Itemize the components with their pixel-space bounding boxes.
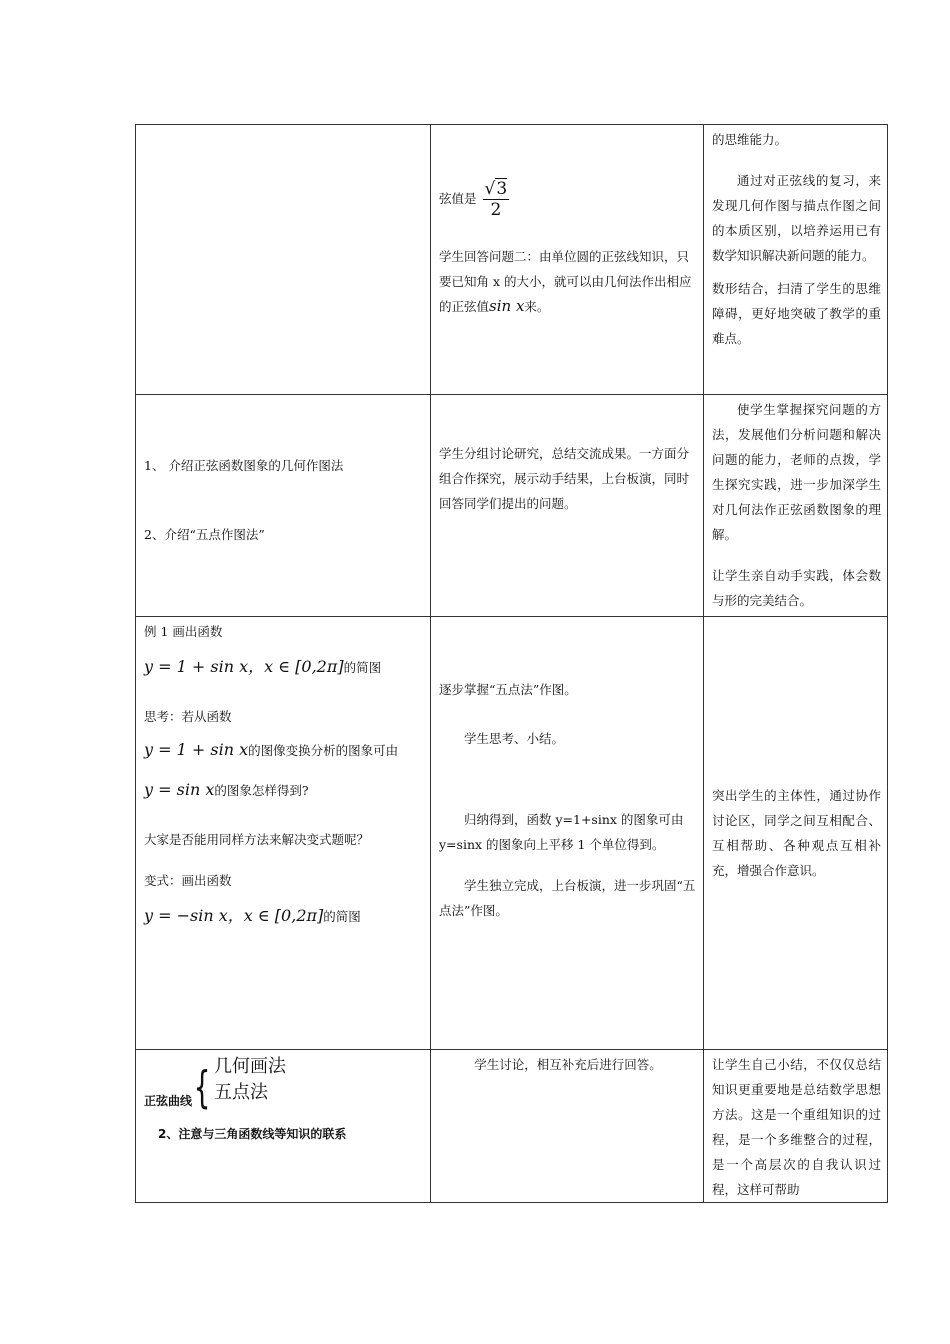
sin-x-expression: sin x bbox=[489, 297, 525, 315]
brace-symbol: { bbox=[193, 1062, 211, 1113]
five-point-method-item: 2、介绍“五点作图法” bbox=[144, 527, 265, 542]
discussion-answer-text: 学生讨论，相互补充后进行回答。 bbox=[474, 1057, 662, 1072]
example-title: 例 1 画出函数 bbox=[144, 624, 223, 639]
self-summary-text: 让学生自己小结，不仅仅总结知识更重要地是总结数学思想方法。这是一个重组知识的过程，是一个多维整合的过程，是一个高层次的自我认识过程，这样可帮助 bbox=[712, 1057, 881, 1197]
table-row bbox=[136, 125, 888, 395]
table-row bbox=[136, 617, 888, 1050]
think-prompt: 思考：若从函数 bbox=[144, 709, 232, 724]
geometric-drawing-item: 几何画法 bbox=[214, 1056, 287, 1077]
trig-connection-item: 2、注意与三角函数线等知识的联系 bbox=[158, 1127, 347, 1141]
independent-work-text: 学生独立完成，上台板演，进一步巩固“五点法”作图。 bbox=[439, 878, 696, 918]
sine-value-prefix: 弦值是 bbox=[439, 191, 477, 206]
sine-curve-label: 正弦曲线 bbox=[144, 1094, 193, 1108]
student-reflection-text: 学生思考、小结。 bbox=[464, 731, 565, 746]
row4-col2 bbox=[431, 1050, 704, 1203]
table-row bbox=[136, 1050, 888, 1203]
inquiry-method-text: 使学生掌握探究问题的方法，发展他们分析问题和解决问题的能力，老师的点拨，学生探究实践，进一步加深学生对几何法作正弦函数图象的理解。 bbox=[712, 402, 881, 542]
lesson-plan-table bbox=[135, 124, 888, 1203]
example-formula: y = 1 + sin x，x ∈ [0,2π] bbox=[144, 657, 344, 676]
row1-col2 bbox=[431, 125, 704, 395]
row2-col2 bbox=[431, 395, 704, 617]
row2-col3 bbox=[704, 395, 888, 617]
sine-line-review-text: 通过对正弦线的复习，来发现几何作图与描点作图之间的本质区别，以培养运用已有数学知识解决新问题的能力。 bbox=[712, 173, 881, 263]
variant-formula: y = −sin x，x ∈ [0,2π] bbox=[144, 906, 324, 925]
row4-col1 bbox=[136, 1050, 431, 1203]
variant-title: 变式：画出函数 bbox=[144, 873, 232, 888]
hands-on-text: 让学生亲自动手实践，体会数与形的完美结合。 bbox=[712, 568, 881, 608]
row3-col1: 例 1 画出函数 y = 1 + sin x，x ∈ [0,2π]的简图 思考：若从函数 y = 1 + sin x的图像变换分析的图象可由 y = sin x的图象怎样得到? 大家是否能用同样方法来解决变式题呢？ 变式：画出函数 y = −sin x，x ∈ [0,2π]的简图 bbox=[136, 617, 431, 1050]
base-sine-formula: y = sin x bbox=[144, 780, 215, 799]
row1-col3 bbox=[704, 125, 888, 395]
shifted-sine-formula: y = 1 + sin x bbox=[144, 740, 249, 759]
row1-col1 bbox=[136, 125, 431, 395]
group-discussion-text: 学生分组讨论研究，总结交流成果。一方面分组合作探究，展示动手结果，上台板演，同时回答同学们提出的问题。 bbox=[439, 446, 690, 511]
row4-col3 bbox=[704, 1050, 888, 1203]
answer-two-text: 学生回答问题二：由单位圆的正弦线知识，只要已知角 x 的大小，就可以由几何法作出相应的正弦值sin x来。 bbox=[439, 249, 692, 315]
table-row bbox=[136, 395, 888, 617]
geometric-method-item: 1、 介绍正弦函数图象的几何作图法 bbox=[144, 458, 344, 473]
example-suffix: 的简图 bbox=[343, 660, 382, 675]
sqrt3-over-2-fraction: $\frac{√3}{2}$ bbox=[484, 179, 508, 220]
sine-curve-summary bbox=[144, 1054, 424, 1113]
row3-col3 bbox=[704, 617, 888, 1050]
row3-col2 bbox=[431, 617, 704, 1050]
thinking-ability-text: 的思维能力。 bbox=[712, 132, 788, 147]
conclusion-text: 归纳得到，函数 y=1+sinx 的图象可由y=sinx 的图象向上平移 1 个单位得到。 bbox=[439, 812, 684, 852]
same-method-question: 大家是否能用同样方法来解决变式题呢？ bbox=[144, 832, 370, 847]
row2-col1 bbox=[136, 395, 431, 617]
number-shape-text: 数形结合，扫清了学生的思维障碍，更好地突破了教学的重难点。 bbox=[712, 281, 881, 346]
five-point-mastery-text: 逐步掌握“五点法”作图。 bbox=[439, 682, 577, 697]
student-subject-text: 突出学生的主体性，通过协作讨论区，同学之间互相配合、互相帮助、各种观点互相补充，增强合作意识。 bbox=[712, 788, 881, 878]
five-point-item: 五点法 bbox=[214, 1082, 269, 1103]
